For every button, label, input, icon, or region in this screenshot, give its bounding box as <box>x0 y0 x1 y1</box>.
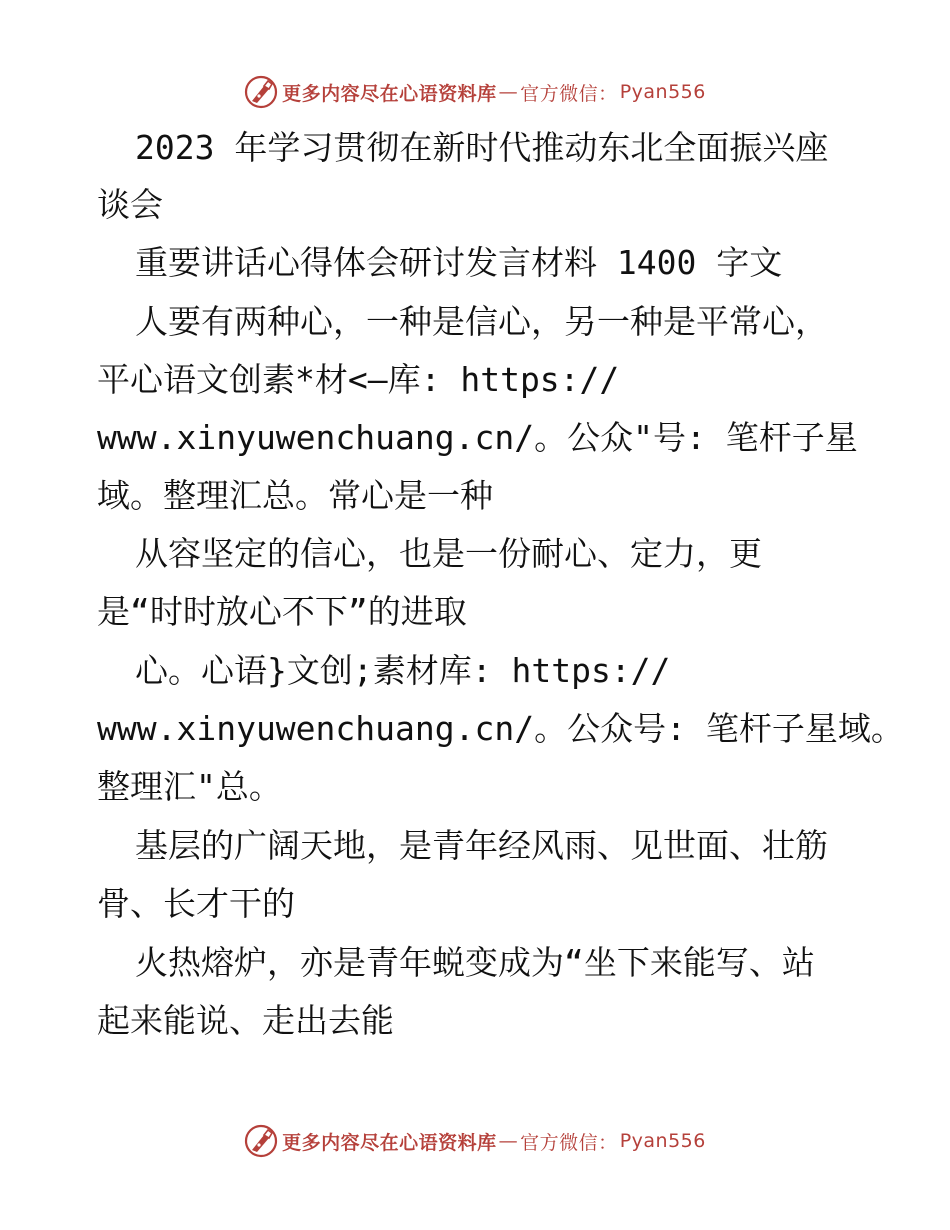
paragraph-title-line: 谈会 <box>97 185 163 224</box>
paragraph-line: 整理汇"总。 <box>97 767 282 806</box>
paragraph-line: 域。整理汇总。常心是一种 <box>97 476 493 515</box>
banner-contact-label: 官方微信： <box>520 1131 618 1154</box>
paragraph-line: 人要有两种心，一种是信心，另一种是平常心， <box>135 302 828 341</box>
banner-dash: — <box>498 81 519 103</box>
paragraph-line: www.xinyuwenchuang.cn/。公众号: 笔杆子星域。 <box>97 709 904 748</box>
paragraph-line: 心。心语}文创;素材库: https:// <box>135 651 671 690</box>
paragraph-line: 平心语文创素*材<—库: https:// <box>97 360 620 399</box>
paragraph-line: 是“时时放心不下”的进取 <box>97 592 467 631</box>
banner-wechat-id: Pyan556 <box>619 1130 706 1152</box>
pen-nib-logo-icon <box>244 75 278 109</box>
paragraph-title-line: 2023 年学习贯彻在新时代推动东北全面振兴座 <box>135 128 829 167</box>
paragraph-line: www.xinyuwenchuang.cn/。公众"号: 笔杆子星 <box>97 418 858 457</box>
footer-watermark-banner <box>0 1121 950 1161</box>
paragraph-line: 从容坚定的信心，也是一份耐心、定力，更 <box>135 534 762 573</box>
banner-title: 更多内容尽在心语资料库 <box>282 1131 497 1154</box>
paragraph-subtitle-line: 重要讲话心得体会研讨发言材料 1400 字文 <box>135 243 783 282</box>
paragraph-line: 火热熔炉，亦是青年蜕变成为“坐下来能写、站 <box>135 943 815 982</box>
banner-dash: — <box>498 1130 519 1152</box>
pen-nib-logo-icon <box>244 1124 278 1158</box>
header-watermark-banner <box>0 72 950 112</box>
paragraph-line: 起来能说、走出去能 <box>97 1001 394 1040</box>
paragraph-line: 基层的广阔天地，是青年经风雨、见世面、壮筋 <box>135 826 828 865</box>
paragraph-line: 骨、长才干的 <box>97 884 295 923</box>
banner-contact-label: 官方微信： <box>520 82 618 105</box>
banner-title: 更多内容尽在心语资料库 <box>282 82 497 105</box>
banner-wechat-id: Pyan556 <box>619 81 706 103</box>
